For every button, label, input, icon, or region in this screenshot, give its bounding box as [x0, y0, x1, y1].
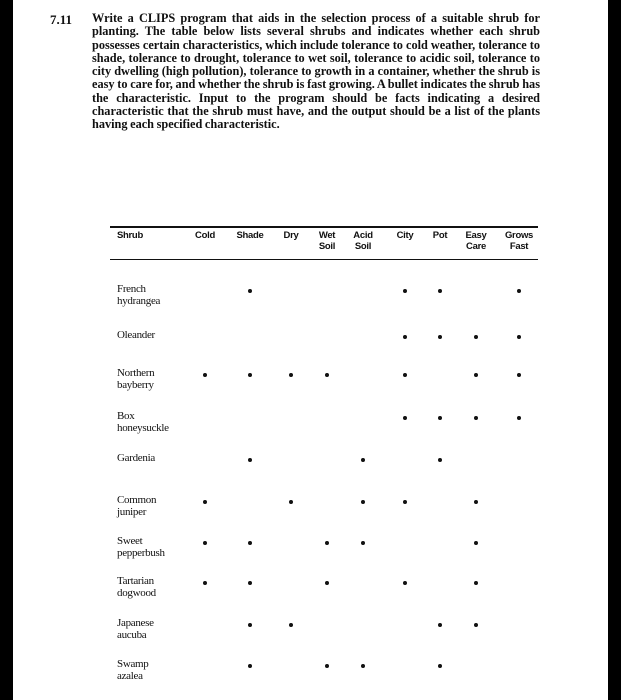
bullet-mark — [403, 416, 407, 420]
shrub-name — [117, 535, 165, 559]
column-header-city — [397, 231, 414, 242]
table-header-rule — [110, 259, 538, 260]
bullet-mark — [203, 500, 207, 504]
bullet-mark — [248, 373, 252, 377]
bullet-mark — [325, 664, 329, 668]
shrub-name — [117, 410, 169, 434]
column-header-line: Cold — [195, 230, 215, 241]
column-header-grows-fast — [505, 231, 533, 252]
shrub-name-line: azalea — [117, 670, 143, 682]
bullet-mark — [438, 289, 442, 293]
bullet-mark — [248, 458, 252, 462]
shrub-name-line: Gardenia — [117, 452, 155, 464]
problem-statement: Write a CLIPS program that aids in the selection process of a suitable shrub for planting. The table below lists several shrubs and indicates whether each shrub possesses certain characteristics, which include tolerance to cold weather, tolerance to shade, tolerance to drought, tolerance to wet soil, tolerance to acidic soil, tolerance to city dwelling (high pollution), tolerance to growth in a container, whether the shrub is easy to care for, and whether the shrub is fast growing. A bullet indicates the shrub has the characteristic. Input to the program should be facts indicating a desired characteristic that the shrub must have, and the output should be a list of the plants having each specified characteristic. — [92, 11, 540, 132]
column-header-line: Acid — [353, 230, 373, 241]
bullet-mark — [438, 416, 442, 420]
column-header-pot — [433, 231, 447, 242]
shrub-name-line: juniper — [117, 506, 147, 518]
column-header-shade — [236, 231, 263, 242]
bullet-mark — [203, 541, 207, 545]
column-header-line: Shade — [236, 230, 264, 241]
shrub-name — [117, 658, 149, 682]
bullet-mark — [203, 581, 207, 585]
bullet-mark — [517, 289, 521, 293]
shrub-name — [117, 329, 155, 341]
bullet-mark — [474, 335, 478, 339]
bullet-mark — [289, 623, 293, 627]
shrub-name — [117, 494, 156, 518]
shrub-name-line: Swamp — [117, 658, 149, 670]
bullet-mark — [438, 623, 442, 627]
bullet-mark — [203, 373, 207, 377]
bullet-mark — [403, 289, 407, 293]
shrub-name-line: Box — [117, 410, 135, 422]
column-header-line: Easy — [465, 230, 487, 241]
bullet-mark — [361, 458, 365, 462]
shrub-name-line: Northern — [117, 367, 155, 379]
column-header-line: Care — [466, 240, 486, 252]
bullet-mark — [325, 581, 329, 585]
column-header-line: Wet — [318, 230, 336, 241]
column-header-shrub: Shrub — [117, 230, 143, 241]
bullet-mark — [248, 623, 252, 627]
bullet-mark — [403, 335, 407, 339]
bullet-mark — [361, 541, 365, 545]
column-header-dry — [284, 231, 299, 242]
document-page — [13, 0, 608, 700]
shrub-name-line: Oleander — [117, 329, 155, 341]
table-top-rule — [110, 226, 538, 228]
bullet-mark — [248, 289, 252, 293]
bullet-mark — [289, 373, 293, 377]
shrub-name — [117, 283, 160, 307]
bullet-mark — [325, 541, 329, 545]
shrub-name-line: Japanese — [117, 617, 154, 629]
bullet-mark — [289, 500, 293, 504]
shrub-name — [117, 367, 154, 391]
bullet-mark — [438, 458, 442, 462]
shrub-name — [117, 617, 154, 641]
shrub-name-line: honeysuckle — [117, 422, 169, 434]
bullet-mark — [474, 541, 478, 545]
bullet-mark — [438, 664, 442, 668]
column-header-line: Grows — [504, 230, 534, 241]
shrub-name-line: Common — [117, 494, 157, 506]
shrub-name-line: hydrangea — [117, 295, 161, 307]
shrub-name-line: pepperbush — [117, 547, 165, 559]
shrub-name-line: aucuba — [117, 629, 147, 641]
shrub-name — [117, 575, 156, 599]
shrub-name-line: Tartarian — [117, 575, 154, 587]
column-header-line: City — [396, 230, 414, 241]
bullet-mark — [361, 500, 365, 504]
column-header-acid-soil — [353, 231, 372, 252]
bullet-mark — [474, 623, 478, 627]
problem-number: 7.11 — [50, 12, 73, 27]
bullet-mark — [248, 541, 252, 545]
shrub-name-line: bayberry — [117, 379, 154, 391]
column-header-easy-care — [466, 231, 487, 252]
bullet-mark — [474, 581, 478, 585]
bullet-mark — [438, 335, 442, 339]
column-header-wet-soil — [319, 231, 335, 252]
bullet-mark — [474, 416, 478, 420]
column-header-line: Soil — [354, 240, 372, 252]
bullet-mark — [248, 581, 252, 585]
bullet-mark — [403, 581, 407, 585]
column-header-line: Soil — [318, 240, 336, 252]
shrub-name-line: dogwood — [117, 587, 156, 599]
bullet-mark — [474, 500, 478, 504]
column-header-line: Fast — [509, 240, 529, 252]
column-header-line: Pot — [432, 230, 448, 241]
bullet-mark — [403, 500, 407, 504]
bullet-mark — [248, 664, 252, 668]
bullet-mark — [517, 373, 521, 377]
bullet-mark — [517, 335, 521, 339]
bullet-mark — [325, 373, 329, 377]
column-header-line: Dry — [283, 230, 299, 241]
bullet-mark — [403, 373, 407, 377]
shrub-name-line: Sweet — [117, 535, 143, 547]
bullet-mark — [474, 373, 478, 377]
bullet-mark — [361, 664, 365, 668]
shrub-name — [117, 452, 155, 464]
column-header-cold — [195, 231, 215, 242]
shrub-name-line: French — [117, 283, 146, 295]
bullet-mark — [517, 416, 521, 420]
